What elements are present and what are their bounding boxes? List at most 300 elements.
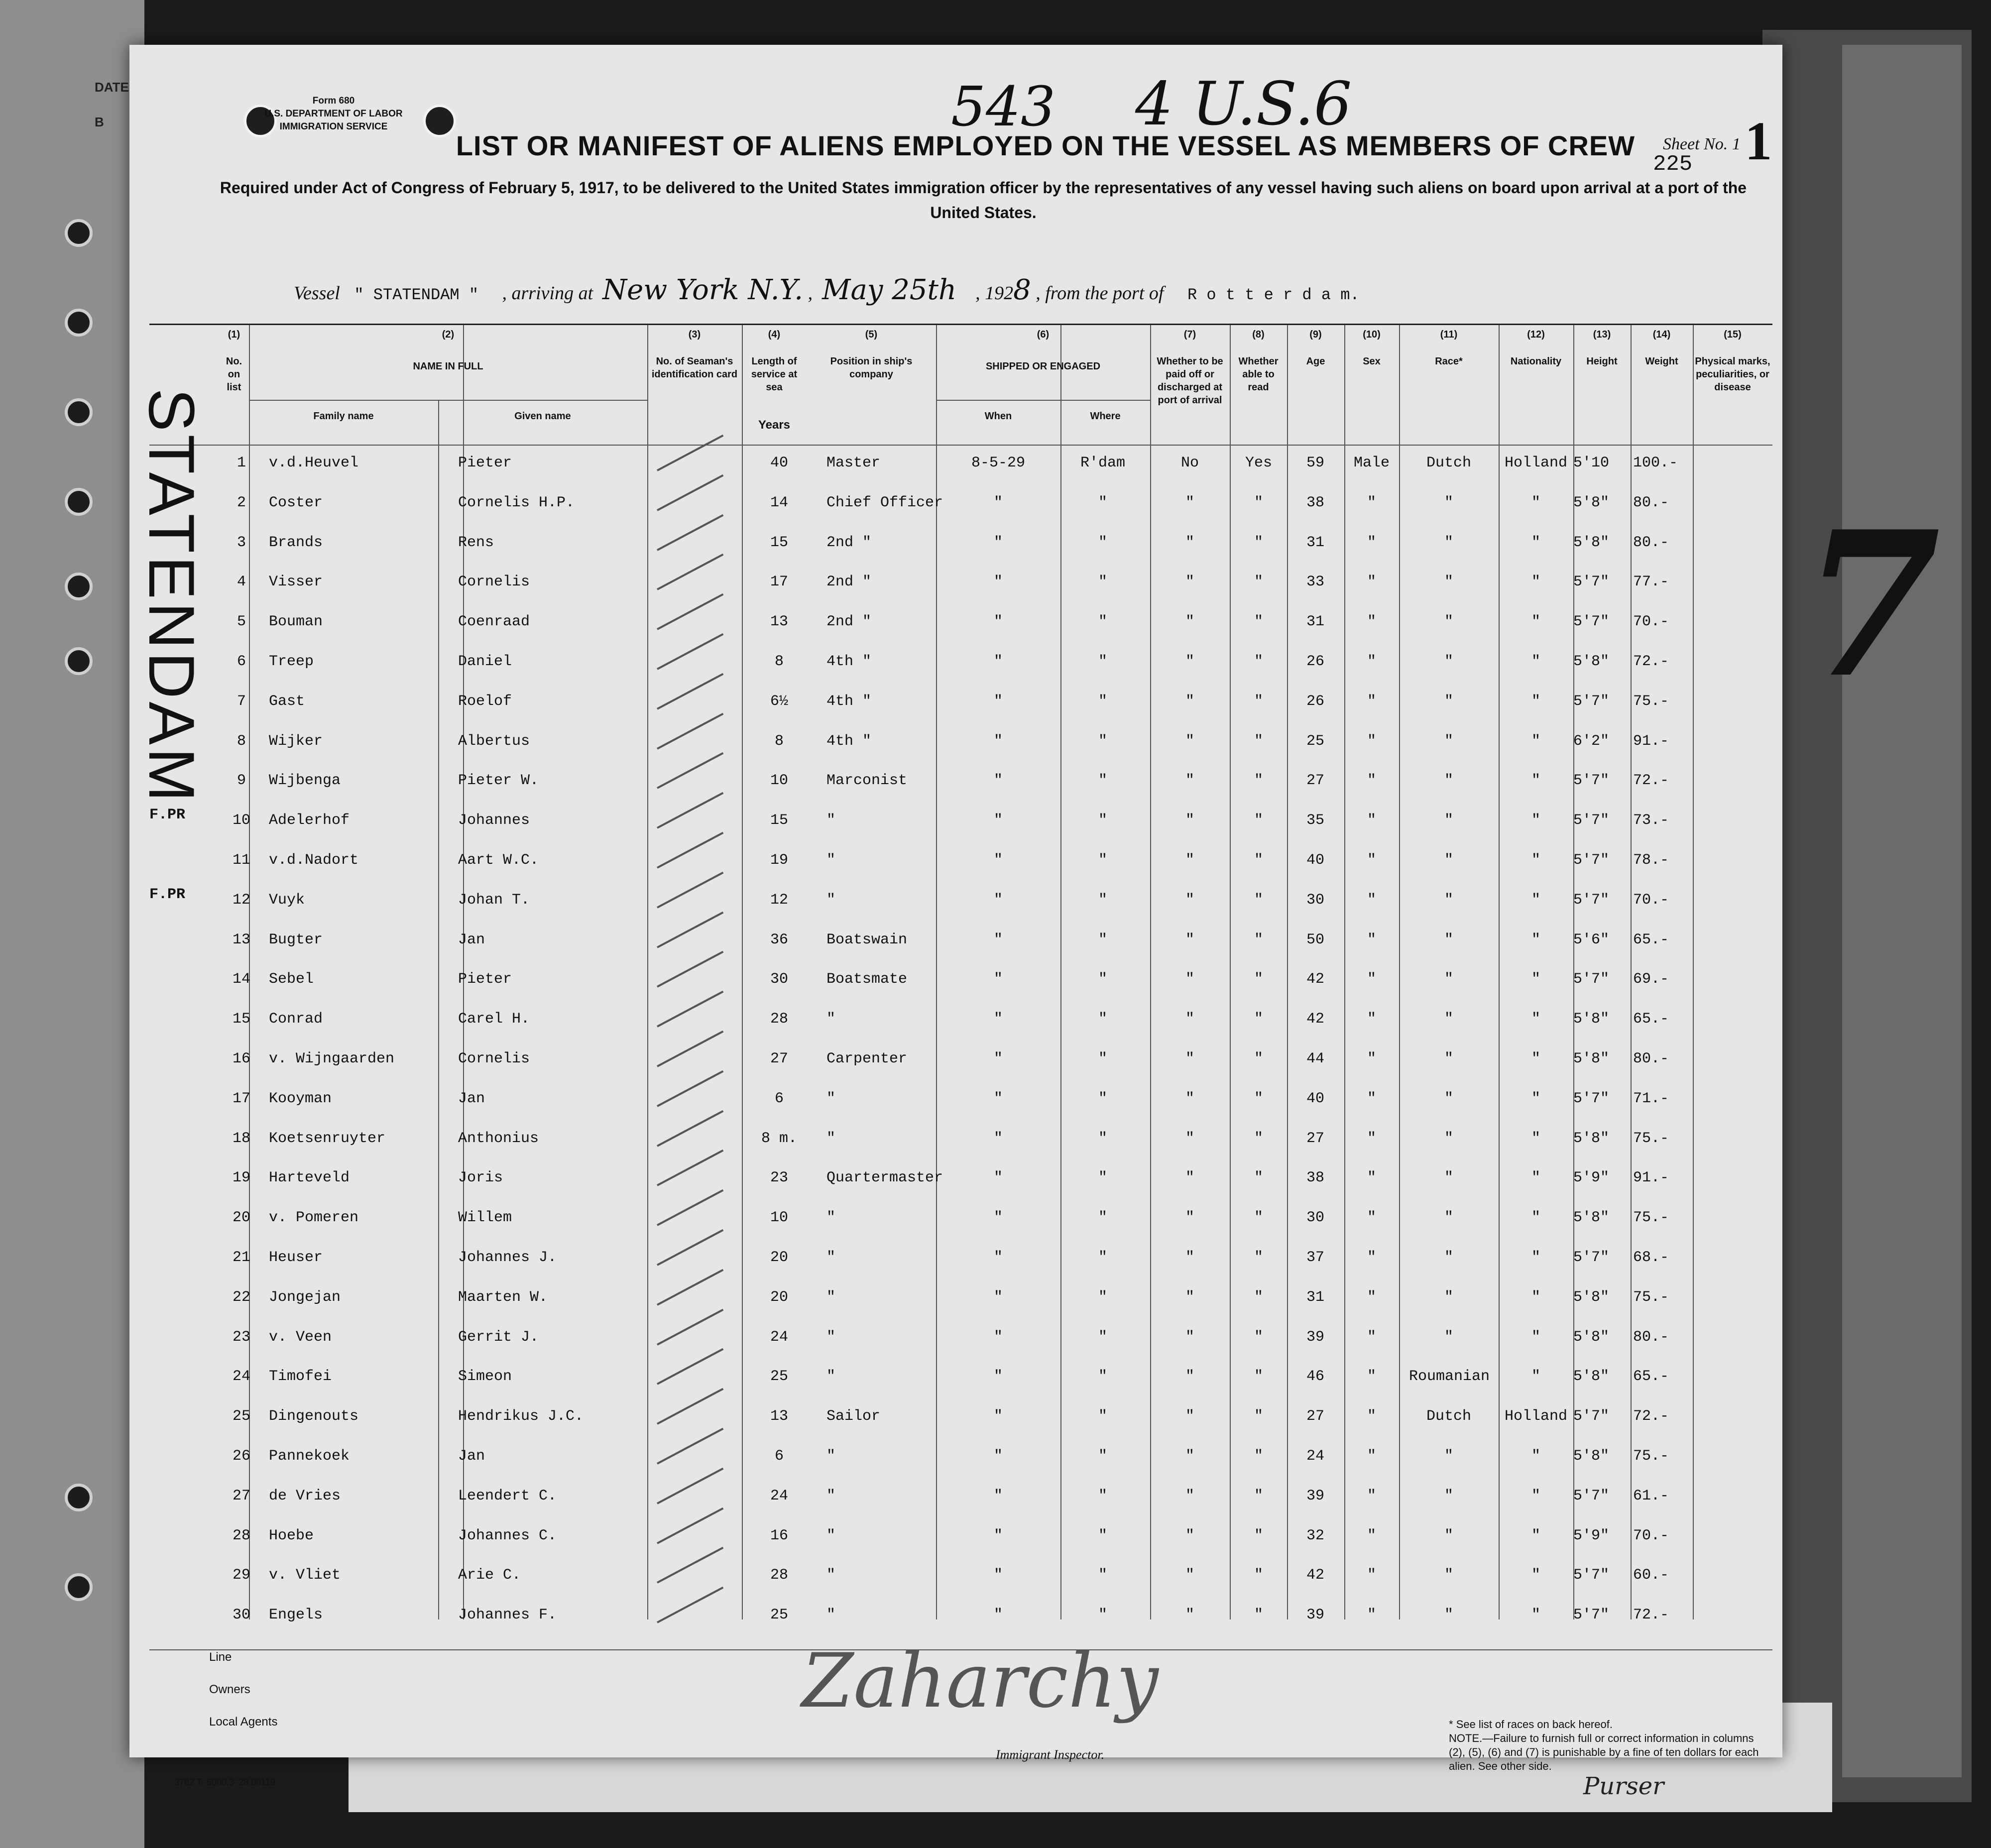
- cell-when: ": [993, 1527, 1003, 1544]
- table-row: [149, 613, 1772, 653]
- column-title: Physical marks, peculiarities, or disease: [1695, 356, 1770, 393]
- cell-nationality: ": [1531, 931, 1540, 948]
- column-title: Whether able to read: [1238, 356, 1279, 393]
- cell-read: ": [1254, 1090, 1263, 1107]
- cell-race: ": [1444, 852, 1453, 869]
- cell-position: Boatsmate: [826, 971, 908, 988]
- column-title: Height: [1586, 356, 1618, 367]
- cell-weight: 100.-: [1633, 455, 1678, 471]
- cell-weight: 70.-: [1633, 613, 1669, 631]
- cell-given: Roelof: [458, 693, 512, 710]
- table-row: [149, 1329, 1772, 1369]
- cell-height: 5'7": [1573, 693, 1610, 710]
- cell-nationality: ": [1531, 971, 1540, 988]
- cell-no: 22: [232, 1288, 250, 1306]
- cell-years: 12: [770, 891, 788, 909]
- column-number: (11): [1440, 329, 1458, 340]
- big-handwritten-mark: 7: [1802, 488, 1941, 722]
- cell-family: Dingenouts: [269, 1408, 359, 1425]
- cell-age: 27: [1306, 1130, 1324, 1147]
- cell-sex: ": [1367, 1090, 1376, 1107]
- column-title: NAME IN FULL: [413, 361, 483, 372]
- cell-position: Master: [826, 455, 881, 471]
- cell-no: 3: [236, 534, 246, 551]
- cell-position: Quartermaster: [826, 1169, 943, 1187]
- cell-nationality: ": [1531, 1130, 1540, 1147]
- cell-position: ": [826, 1090, 836, 1107]
- cell-when: ": [993, 1567, 1003, 1584]
- cell-when: ": [993, 1368, 1003, 1386]
- cell-age: 32: [1306, 1527, 1324, 1544]
- arrival-port: New York N.Y.: [602, 274, 804, 306]
- cell-sex: ": [1367, 1368, 1376, 1386]
- cell-age: 30: [1306, 1209, 1324, 1227]
- cell-weight: 71.-: [1633, 1090, 1669, 1107]
- cell-read: ": [1254, 494, 1263, 511]
- cell-years: 14: [770, 494, 788, 511]
- cell-family: Wijbenga: [269, 772, 341, 790]
- cell-height: 5'7": [1573, 1487, 1610, 1504]
- table-row: [149, 1050, 1772, 1090]
- cell-given: Johannes F.: [458, 1607, 557, 1624]
- cell-sex: ": [1367, 1607, 1376, 1624]
- cell-nationality: ": [1531, 1050, 1540, 1067]
- cell-paid: ": [1185, 971, 1194, 988]
- cell-when: ": [993, 613, 1003, 631]
- cell-given: Gerrit J.: [458, 1328, 539, 1346]
- cell-race: ": [1444, 534, 1453, 551]
- left-binding-strip: [0, 0, 144, 1848]
- cell-height: 5'8": [1573, 1209, 1610, 1227]
- cell-height: 5'8": [1573, 1130, 1610, 1147]
- cell-no: 13: [232, 931, 250, 948]
- cell-position: ": [826, 1607, 836, 1624]
- statendam-stamp: STATENDAM: [135, 388, 208, 805]
- cell-height: 5'8": [1573, 1050, 1610, 1067]
- cell-position: ": [826, 891, 836, 909]
- column-number: (9): [1309, 329, 1322, 340]
- cell-read: ": [1254, 574, 1263, 591]
- cell-family: Adelerhof: [269, 812, 350, 829]
- cell-sex: ": [1367, 534, 1376, 551]
- cell-paid: ": [1185, 1368, 1194, 1386]
- cell-read: ": [1254, 931, 1263, 948]
- cell-no: 14: [232, 971, 250, 988]
- cell-sex: ": [1367, 1527, 1376, 1544]
- cell-family: Koetsenruyter: [269, 1130, 386, 1147]
- cell-height: 5'7": [1573, 1090, 1610, 1107]
- cell-family: Harteveld: [269, 1169, 350, 1187]
- cell-years: 27: [770, 1050, 788, 1067]
- cell-race: ": [1444, 494, 1453, 511]
- b-label: B: [95, 115, 104, 129]
- cell-weight: 75.-: [1633, 1130, 1669, 1147]
- column-title: No. of Seaman's identification card: [651, 356, 738, 380]
- cell-given: Albertus: [458, 732, 530, 750]
- cell-height: 5'7": [1573, 772, 1610, 790]
- cell-nationality: ": [1531, 574, 1540, 591]
- cell-height: 5'7": [1573, 812, 1610, 829]
- cell-family: Hoebe: [269, 1527, 314, 1544]
- cell-family: Brands: [269, 534, 323, 551]
- cell-where: ": [1098, 1288, 1107, 1306]
- footnote: [1449, 1718, 1772, 1773]
- cell-nationality: ": [1531, 653, 1540, 670]
- cell-no: 26: [232, 1448, 250, 1465]
- column-title: No. on list: [226, 356, 242, 393]
- cell-age: 59: [1306, 455, 1324, 471]
- cell-given: Anthonius: [458, 1130, 539, 1147]
- fp-note-row10: F.PR: [149, 807, 186, 823]
- arrival-date: May 25th: [822, 274, 957, 306]
- cell-age: 40: [1306, 1090, 1324, 1107]
- column-number: (6): [1037, 329, 1050, 340]
- cell-when: ": [993, 1249, 1003, 1266]
- cell-where: ": [1098, 1169, 1107, 1187]
- cell-given: Pieter: [458, 971, 512, 988]
- cell-age: 42: [1306, 1567, 1324, 1584]
- cell-when: ": [993, 1209, 1003, 1227]
- cell-where: ": [1098, 852, 1107, 869]
- cell-sex: ": [1367, 1011, 1376, 1028]
- cell-paid: ": [1185, 812, 1194, 829]
- cell-given: Cornelis: [458, 574, 530, 591]
- cell-when: ": [993, 1408, 1003, 1425]
- cell-weight: 75.-: [1633, 1209, 1669, 1227]
- cell-race: ": [1444, 772, 1453, 790]
- cell-years: 17: [770, 574, 788, 591]
- cell-position: Chief Officer: [826, 494, 943, 511]
- cell-given: Jan: [458, 1090, 485, 1107]
- cell-where: ": [1098, 772, 1107, 790]
- cell-height: 5'7": [1573, 1249, 1610, 1266]
- cell-nationality: ": [1531, 1209, 1540, 1227]
- cell-age: 26: [1306, 693, 1324, 710]
- cell-nationality: ": [1531, 891, 1540, 909]
- cell-given: Arie C.: [458, 1567, 521, 1584]
- cell-race: ": [1444, 1249, 1453, 1266]
- cell-years: 15: [770, 812, 788, 829]
- cell-weight: 80.-: [1633, 1050, 1669, 1067]
- cell-when: ": [993, 574, 1003, 591]
- cell-family: Coster: [269, 494, 323, 511]
- cell-age: 39: [1306, 1487, 1324, 1504]
- cell-years: 40: [770, 455, 788, 471]
- cell-given: Hendrikus J.C.: [458, 1408, 584, 1425]
- cell-position: Carpenter: [826, 1050, 908, 1067]
- cell-read: ": [1254, 971, 1263, 988]
- handwritten-code: 4 U.S.6: [1135, 70, 1352, 139]
- cell-weight: 72.-: [1633, 653, 1669, 670]
- cell-no: 19: [232, 1169, 250, 1187]
- cell-sex: ": [1367, 852, 1376, 869]
- cell-weight: 65.-: [1633, 931, 1669, 948]
- cell-when: ": [993, 1169, 1003, 1187]
- cell-position: 4th ": [826, 693, 872, 710]
- cell-years: 8 m.: [761, 1130, 797, 1147]
- cell-height: 5'8": [1573, 534, 1610, 551]
- year-suffix: 8: [1013, 274, 1031, 306]
- cell-race: ": [1444, 1527, 1453, 1544]
- column-number: (7): [1183, 329, 1196, 340]
- cell-position: ": [826, 1448, 836, 1465]
- cell-no: 11: [232, 852, 250, 869]
- cell-where: ": [1098, 1090, 1107, 1107]
- cell-paid: ": [1185, 1130, 1194, 1147]
- column-number: (2): [442, 329, 455, 340]
- cell-when: ": [993, 1011, 1003, 1028]
- cell-where: ": [1098, 812, 1107, 829]
- cell-position: ": [826, 1328, 836, 1346]
- inspector-signature: Zaharchy: [802, 1638, 1159, 1725]
- table-row: [149, 1249, 1772, 1289]
- cell-sex: ": [1367, 1288, 1376, 1306]
- cell-read: ": [1254, 1288, 1263, 1306]
- cell-paid: ": [1185, 1448, 1194, 1465]
- cell-no: 8: [236, 732, 246, 750]
- cell-race: ": [1444, 971, 1453, 988]
- cell-sex: ": [1367, 1448, 1376, 1465]
- cell-when: ": [993, 534, 1003, 551]
- cell-height: 5'7": [1573, 971, 1610, 988]
- cell-read: ": [1254, 1328, 1263, 1346]
- table-row: [149, 772, 1772, 812]
- cell-height: 5'8": [1573, 494, 1610, 511]
- cell-position: ": [826, 852, 836, 869]
- cell-height: 5'10: [1573, 455, 1610, 471]
- column-number: (15): [1724, 329, 1742, 340]
- table-row: [149, 653, 1772, 693]
- column-subtitle: Family name: [313, 411, 374, 422]
- cell-years: 13: [770, 613, 788, 631]
- form-number: Form 680: [312, 96, 355, 106]
- cell-race: ": [1444, 1607, 1453, 1624]
- cell-paid: ": [1185, 534, 1194, 551]
- print-code: 3782 T.-5000.3-'28.06119.: [174, 1777, 278, 1787]
- cell-family: de Vries: [269, 1487, 341, 1504]
- cell-given: Daniel: [458, 653, 512, 670]
- column-number: (5): [865, 329, 878, 340]
- column-number: (10): [1363, 329, 1381, 340]
- cell-years: 23: [770, 1169, 788, 1187]
- cell-given: Leendert C.: [458, 1487, 557, 1504]
- cell-family: Conrad: [269, 1011, 323, 1028]
- column-title: Length of service at sea: [751, 356, 798, 393]
- cell-read: ": [1254, 693, 1263, 710]
- cell-family: v. Vliet: [269, 1567, 341, 1584]
- cell-nationality: ": [1531, 732, 1540, 750]
- cell-position: ": [826, 1487, 836, 1504]
- binder-hole: [65, 309, 93, 337]
- cell-race: ": [1444, 1328, 1453, 1346]
- cell-height: 5'8": [1573, 1448, 1610, 1465]
- cell-age: 38: [1306, 1169, 1324, 1187]
- cell-paid: ": [1185, 1050, 1194, 1067]
- cell-weight: 73.-: [1633, 812, 1669, 829]
- cell-height: 5'8": [1573, 1288, 1610, 1306]
- cell-position: ": [826, 1209, 836, 1227]
- cell-where: ": [1098, 574, 1107, 591]
- table-row: [149, 494, 1772, 534]
- cell-race: ": [1444, 1050, 1453, 1067]
- cell-years: 16: [770, 1527, 788, 1544]
- cell-paid: No: [1180, 455, 1199, 471]
- cell-paid: ": [1185, 1567, 1194, 1584]
- column-number: (14): [1652, 329, 1671, 340]
- cell-family: Pannekoek: [269, 1448, 350, 1465]
- table-row: [149, 1090, 1772, 1130]
- cell-read: ": [1254, 1249, 1263, 1266]
- handwritten-number: 543: [951, 75, 1055, 138]
- cell-age: 33: [1306, 574, 1324, 591]
- cell-age: 30: [1306, 891, 1324, 909]
- cell-no: 16: [232, 1050, 250, 1067]
- cell-given: Rens: [458, 534, 494, 551]
- owners-label: Owners: [209, 1683, 250, 1696]
- cell-paid: ": [1185, 1487, 1194, 1504]
- cell-weight: 72.-: [1633, 1408, 1669, 1425]
- cell-given: Carel H.: [458, 1011, 530, 1028]
- cell-paid: ": [1185, 891, 1194, 909]
- cell-sex: ": [1367, 732, 1376, 750]
- cell-age: 31: [1306, 1288, 1324, 1306]
- cell-height: 5'7": [1573, 574, 1610, 591]
- cell-when: ": [993, 891, 1003, 909]
- cell-paid: ": [1185, 1169, 1194, 1187]
- cell-position: ": [826, 1567, 836, 1584]
- cell-years: 10: [770, 772, 788, 790]
- cell-nationality: ": [1531, 852, 1540, 869]
- cell-weight: 69.-: [1633, 971, 1669, 988]
- cell-family: Heuser: [269, 1249, 323, 1266]
- cell-age: 44: [1306, 1050, 1324, 1067]
- cell-given: Simeon: [458, 1368, 512, 1386]
- cell-read: ": [1254, 1050, 1263, 1067]
- cell-paid: ": [1185, 732, 1194, 750]
- cell-nationality: ": [1531, 1288, 1540, 1306]
- column-number: (8): [1252, 329, 1265, 340]
- cell-race: ": [1444, 732, 1453, 750]
- cell-weight: 91.-: [1633, 732, 1669, 750]
- cell-no: 10: [232, 812, 250, 829]
- cell-paid: ": [1185, 574, 1194, 591]
- cell-nationality: ": [1531, 693, 1540, 710]
- table-row: [149, 574, 1772, 613]
- cell-where: ": [1098, 1130, 1107, 1147]
- cell-read: ": [1254, 1209, 1263, 1227]
- cell-when: ": [993, 1448, 1003, 1465]
- page-number: 225: [1653, 152, 1693, 177]
- cell-family: v. Pomeren: [269, 1209, 359, 1227]
- cell-sex: ": [1367, 1169, 1376, 1187]
- cell-paid: ": [1185, 1090, 1194, 1107]
- cell-age: 50: [1306, 931, 1324, 948]
- cell-weight: 78.-: [1633, 852, 1669, 869]
- cell-where: ": [1098, 613, 1107, 631]
- cell-position: 4th ": [826, 653, 872, 670]
- cell-family: Bouman: [269, 613, 323, 631]
- cell-sex: ": [1367, 931, 1376, 948]
- table-row: [149, 852, 1772, 892]
- cell-weight: 65.-: [1633, 1368, 1669, 1386]
- table-row: [149, 1408, 1772, 1448]
- cell-given: Willem: [458, 1209, 512, 1227]
- cell-position: ": [826, 1288, 836, 1306]
- cell-position: ": [826, 1527, 836, 1544]
- cell-height: 5'8": [1573, 1368, 1610, 1386]
- cell-race: ": [1444, 891, 1453, 909]
- cell-where: ": [1098, 1011, 1107, 1028]
- cell-no: 7: [236, 693, 246, 710]
- cell-years: 6: [774, 1090, 784, 1107]
- cell-read: ": [1254, 1368, 1263, 1386]
- cell-when: ": [993, 1130, 1003, 1147]
- cell-years: 19: [770, 852, 788, 869]
- cell-read: ": [1254, 613, 1263, 631]
- year-label: , 192: [975, 283, 1014, 304]
- column-unit: Years: [758, 418, 791, 432]
- cell-when: ": [993, 1487, 1003, 1504]
- cell-race: ": [1444, 931, 1453, 948]
- cell-nationality: ": [1531, 772, 1540, 790]
- cell-years: 28: [770, 1011, 788, 1028]
- cell-nationality: ": [1531, 534, 1540, 551]
- cell-race: Roumanian: [1409, 1368, 1490, 1386]
- cell-years: 25: [770, 1368, 788, 1386]
- cell-where: ": [1098, 653, 1107, 670]
- cell-nationality: ": [1531, 1368, 1540, 1386]
- cell-nationality: ": [1531, 494, 1540, 511]
- cell-no: 4: [236, 574, 246, 591]
- cell-position: ": [826, 1368, 836, 1386]
- column-subtitle: Where: [1090, 411, 1121, 422]
- cell-family: Vuyk: [269, 891, 305, 909]
- cell-family: Engels: [269, 1607, 323, 1624]
- check-mark: [657, 435, 723, 471]
- cell-where: ": [1098, 1368, 1107, 1386]
- cell-family: Bugter: [269, 931, 323, 948]
- header-rule: [249, 400, 647, 401]
- column-title: Nationality: [1510, 356, 1562, 367]
- cell-when: ": [993, 772, 1003, 790]
- cell-height: 5'7": [1573, 1408, 1610, 1425]
- cell-nationality: ": [1531, 1090, 1540, 1107]
- cell-position: ": [826, 1130, 836, 1147]
- cell-where: ": [1098, 1050, 1107, 1067]
- cell-read: ": [1254, 1487, 1263, 1504]
- cell-race: ": [1444, 613, 1453, 631]
- cell-race: ": [1444, 574, 1453, 591]
- from-label: , from the port of: [1036, 283, 1164, 304]
- cell-race: ": [1444, 1209, 1453, 1227]
- cell-sex: ": [1367, 1487, 1376, 1504]
- race-footnote: * See list of races on back hereof.: [1449, 1718, 1613, 1731]
- cell-where: ": [1098, 1448, 1107, 1465]
- cell-family: Jongejan: [269, 1288, 341, 1306]
- cell-sex: ": [1367, 613, 1376, 631]
- cell-when: ": [993, 732, 1003, 750]
- cell-nationality: ": [1531, 1328, 1540, 1346]
- cell-paid: ": [1185, 494, 1194, 511]
- cell-no: 9: [236, 772, 246, 790]
- cell-nationality: ": [1531, 1169, 1540, 1187]
- agents-label: Local Agents: [209, 1715, 278, 1729]
- cell-age: 39: [1306, 1607, 1324, 1624]
- cell-nationality: ": [1531, 1487, 1540, 1504]
- cell-read: ": [1254, 1408, 1263, 1425]
- cell-years: 13: [770, 1408, 788, 1425]
- cell-sex: Male: [1353, 455, 1390, 471]
